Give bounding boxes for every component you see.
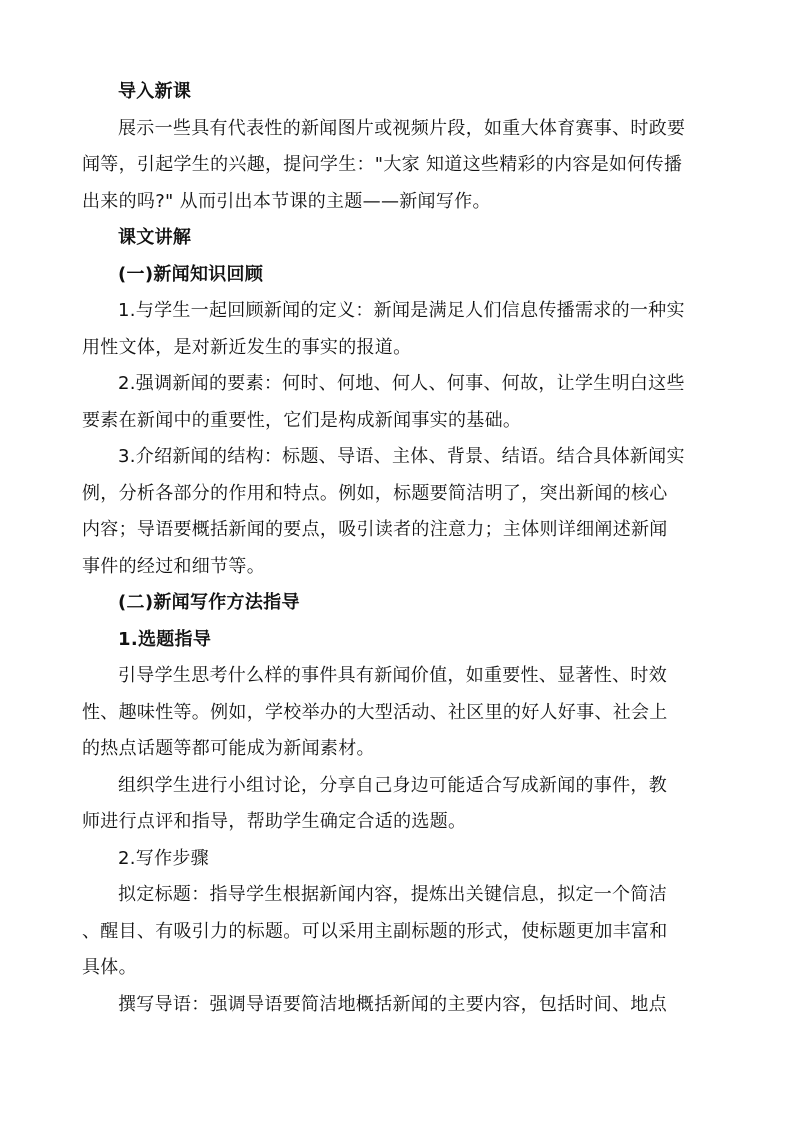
text-line: 例，分析各部分的作用和特点。例如，标题要简洁明了，突出新闻的核心 (82, 482, 668, 504)
text-line: 性、趣味性等。例如，学校举办的大型活动、社区里的好人好事、社会上 (82, 701, 668, 723)
section-heading: 1.选题指导 (118, 628, 212, 650)
text-line: 3.介绍新闻的结构：标题、导语、主体、背景、结语。结合具体新闻实 (118, 446, 685, 467)
section-heading: (二)新闻写作方法指导 (118, 592, 300, 613)
text-line: 撰写导语：强调导语要简洁地概括新闻的主要内容，包括时间、地点 (118, 993, 667, 1015)
text-line: 要素在新闻中的重要性，它们是构成新闻事实的基础。 (82, 409, 522, 431)
text-line: 事件的经过和细节等。 (82, 555, 265, 577)
text-line: 引导学生思考什么样的事件具有新闻价值，如重要性、显著性、时效 (118, 665, 667, 686)
text-line: 出来的吗?" 从而引出本节课的主题——新闻写作。 (82, 190, 491, 212)
text-line: 2.强调新闻的要素：何时、何地、何人、何事、何故，让学生明白这些 (118, 373, 685, 394)
document-body (82, 74, 714, 1023)
text-line: 组织学生进行小组讨论，分享自己身边可能适合写成新闻的事件，教 (118, 774, 667, 796)
text-line: 1.与学生一起回顾新闻的定义：新闻是满足人们信息传播需求的一种实 (118, 300, 685, 321)
text-line: 师进行点评和指导，帮助学生确定合适的选题。 (82, 811, 467, 832)
text-line: 拟定标题：指导学生根据新闻内容，提炼出关键信息，拟定一个简洁 (118, 884, 667, 905)
section-heading: (一)新闻知识回顾 (118, 263, 264, 285)
text-line: 内容；导语要概括新闻的要点，吸引读者的注意力；主体则详细阐述新闻 (82, 519, 668, 540)
section-heading: 导入新课 (118, 81, 192, 102)
text-line: 用性文体，是对新近发生的事实的报道。 (82, 336, 412, 358)
text-line: 具体。 (82, 957, 137, 978)
text-line: 、醒目、有吸引力的标题。可以采用主副标题的形式，使标题更加丰富和 (82, 920, 668, 942)
section-heading: 课文讲解 (118, 227, 192, 248)
text-line: 2.写作步骤 (118, 847, 209, 869)
text-line: 闻等，引起学生的兴趣，提问学生："大家 知道这些精彩的内容是如何传播 (82, 154, 683, 175)
text-line: 展示一些具有代表性的新闻图片或视频片段，如重大体育赛事、时政要 (118, 117, 686, 139)
text-line: 的热点话题等都可能成为新闻素材。 (82, 738, 375, 759)
